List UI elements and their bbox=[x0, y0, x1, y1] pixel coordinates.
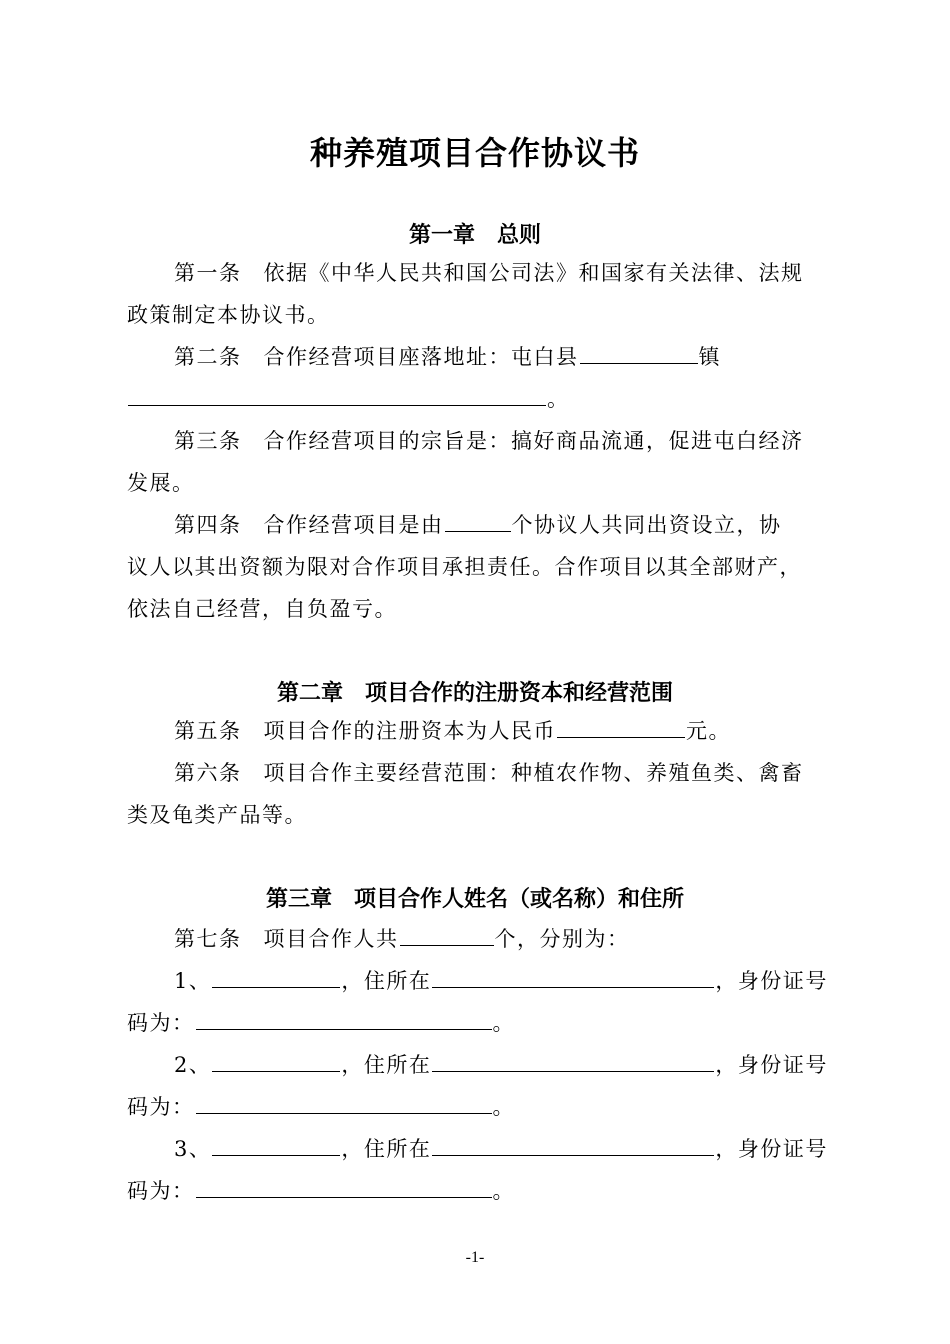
article-5 bbox=[174, 716, 731, 746]
chapter-1-heading: 第一章 总则 bbox=[408, 223, 541, 248]
partner-3-index: 3、 bbox=[174, 1137, 212, 1161]
article-1-text: 依据《中华人民共和国公司法》和国家有关法律、法规 bbox=[263, 261, 804, 285]
partner-3-id-label: ，身份证号 bbox=[715, 1137, 828, 1161]
article-2 bbox=[174, 342, 721, 372]
article-4-text: 合作经营项目是由 bbox=[263, 513, 444, 537]
article-3-continuation: 发展。 bbox=[127, 471, 195, 495]
partner-2-name-blank[interactable] bbox=[212, 1051, 340, 1072]
partner-3-address-label: ，住所在 bbox=[341, 1137, 432, 1161]
capital-amount-blank[interactable] bbox=[557, 717, 685, 738]
article-6-text: 项目合作主要经营范围：种植农作物、养殖鱼类、禽畜 bbox=[263, 761, 804, 785]
address-blank[interactable] bbox=[128, 385, 546, 406]
partner-2-id-label: ，身份证号 bbox=[715, 1053, 828, 1077]
partner-1-index: 1、 bbox=[174, 969, 212, 993]
partner-2-id-label-cont: 码为： bbox=[127, 1095, 195, 1119]
investor-count-blank[interactable] bbox=[445, 511, 511, 532]
article-2-town-suffix: 镇 bbox=[698, 345, 721, 369]
partner-3-end: 。 bbox=[492, 1179, 515, 1203]
chapter-3-heading: 第三章 项目合作人姓名（或名称）和住所 bbox=[265, 887, 684, 912]
article-6-continuation: 类及龟类产品等。 bbox=[127, 803, 307, 827]
document-title: 种养殖项目合作协议书 bbox=[309, 134, 640, 172]
town-blank[interactable] bbox=[580, 343, 698, 364]
partner-3-id-blank[interactable] bbox=[196, 1177, 492, 1198]
article-1 bbox=[174, 258, 804, 288]
article-6 bbox=[174, 758, 804, 788]
partner-3-line bbox=[174, 1134, 828, 1164]
article-3 bbox=[174, 426, 804, 456]
article-4-number: 第四条 bbox=[174, 513, 242, 537]
article-1-continuation: 政策制定本协议书。 bbox=[127, 303, 330, 327]
article-3-text: 合作经营项目的宗旨是：搞好商品流通，促进屯白经济 bbox=[263, 429, 804, 453]
partner-1-address-blank[interactable] bbox=[432, 967, 714, 988]
article-4-text-post: 个协议人共同出资设立，协 bbox=[511, 513, 782, 537]
article-7-text-post: 个，分别为： bbox=[494, 927, 630, 951]
partner-1-end: 。 bbox=[492, 1011, 515, 1035]
article-2-text: 合作经营项目座落地址：屯白县 bbox=[263, 345, 579, 369]
partner-1-line bbox=[174, 966, 828, 996]
partner-1-id-label-cont: 码为： bbox=[127, 1011, 195, 1035]
article-7-number: 第七条 bbox=[174, 927, 242, 951]
article-5-number: 第五条 bbox=[174, 719, 242, 743]
partner-2-end: 。 bbox=[492, 1095, 515, 1119]
article-1-number: 第一条 bbox=[174, 261, 242, 285]
chapter-2-heading: 第二章 项目合作的注册资本和经营范围 bbox=[276, 681, 673, 706]
article-2-end: 。 bbox=[547, 387, 570, 411]
partner-1-id-line bbox=[127, 1008, 515, 1038]
partner-2-id-blank[interactable] bbox=[196, 1093, 492, 1114]
partner-1-id-blank[interactable] bbox=[196, 1009, 492, 1030]
article-4-line-3: 依法自己经营，自负盈亏。 bbox=[127, 597, 397, 621]
article-5-text-post: 元。 bbox=[686, 719, 731, 743]
partner-2-id-line bbox=[127, 1092, 515, 1122]
partner-1-name-blank[interactable] bbox=[212, 967, 340, 988]
article-2-number: 第二条 bbox=[174, 345, 242, 369]
partner-2-index: 2、 bbox=[174, 1053, 212, 1077]
partner-count-blank[interactable] bbox=[400, 925, 494, 946]
partner-1-address-label: ，住所在 bbox=[341, 969, 432, 993]
partner-3-id-line bbox=[127, 1176, 515, 1206]
article-4-line-2: 议人以其出资额为限对合作项目承担责任。合作项目以其全部财产， bbox=[127, 555, 802, 579]
partner-3-address-blank[interactable] bbox=[432, 1135, 714, 1156]
article-7-text: 项目合作人共 bbox=[263, 927, 399, 951]
article-7 bbox=[174, 924, 630, 954]
article-3-number: 第三条 bbox=[174, 429, 242, 453]
page-number: -1- bbox=[465, 1249, 485, 1266]
partner-2-address-blank[interactable] bbox=[432, 1051, 714, 1072]
partner-3-name-blank[interactable] bbox=[212, 1135, 340, 1156]
article-5-text: 项目合作的注册资本为人民币 bbox=[263, 719, 556, 743]
article-4 bbox=[174, 510, 782, 540]
partner-2-address-label: ，住所在 bbox=[341, 1053, 432, 1077]
partner-3-id-label-cont: 码为： bbox=[127, 1179, 195, 1203]
article-6-number: 第六条 bbox=[174, 761, 242, 785]
partner-1-id-label: ，身份证号 bbox=[715, 969, 828, 993]
partner-2-line bbox=[174, 1050, 828, 1080]
article-2-continuation bbox=[127, 384, 570, 414]
